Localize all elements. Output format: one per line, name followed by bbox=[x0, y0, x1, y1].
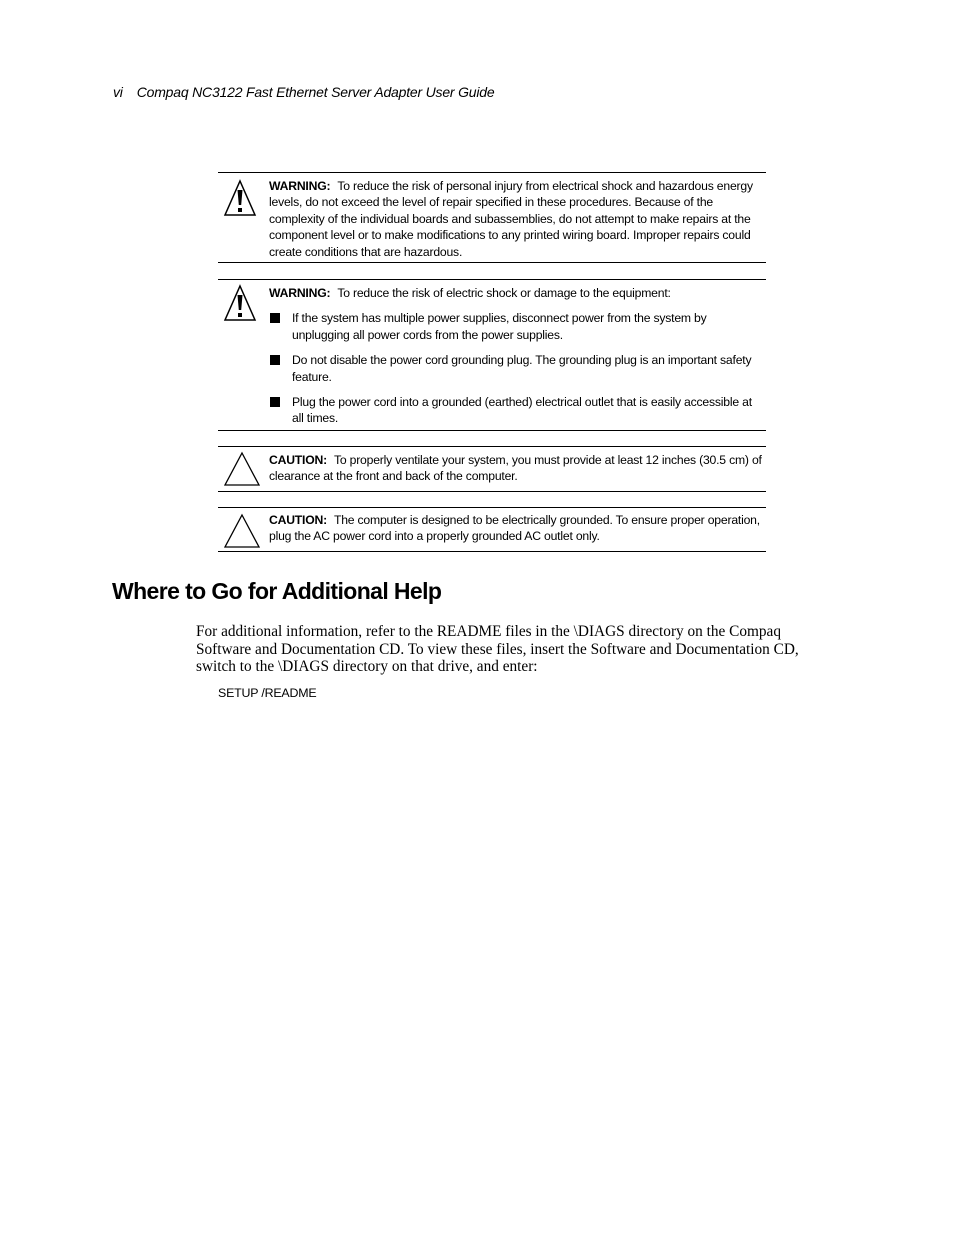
page-number: vi bbox=[113, 84, 123, 100]
warning-text bbox=[269, 178, 762, 260]
caution-label: CAUTION: bbox=[269, 453, 327, 467]
list-item: Do not disable the power cord grounding plug. The grounding plug is an important safety feature. bbox=[269, 352, 762, 385]
caution-message: To properly ventilate your system, you must provide at least 12 inches (30.5 cm) of clearance at the front and back of the computer. bbox=[269, 453, 762, 484]
caution-text bbox=[269, 452, 762, 485]
warning-exclamation-triangle-icon bbox=[223, 179, 257, 217]
section-heading: Where to Go for Additional Help bbox=[112, 578, 442, 604]
warning-message: To reduce the risk of electric shock or damage to the equipment: bbox=[337, 286, 671, 300]
bullet-square-icon bbox=[270, 355, 280, 365]
caution-message: The computer is designed to be electrically grounded. To ensure proper operation, plug the AC power cord into a properly grounded AC outlet only. bbox=[269, 513, 760, 544]
warning-notice bbox=[218, 279, 766, 431]
caution-notice bbox=[218, 507, 766, 552]
warning-message: To reduce the risk of personal injury from electrical shock and hazardous energy levels, do not exceed the level of repair specified in these procedures. Because of the complexity of the individual boards and subassemblies, do not attempt to make repairs at the component level or to make modifications to any printed wiring board. Improper repairs could create conditions that are hazardous. bbox=[269, 179, 753, 259]
list-item: If the system has multiple power supplies, disconnect power from the system by unplugging all power cords from the power supplies. bbox=[269, 310, 762, 343]
warning-text bbox=[269, 285, 762, 436]
caution-text bbox=[269, 512, 762, 545]
caution-triangle-icon bbox=[223, 513, 261, 549]
caution-notice bbox=[218, 446, 766, 492]
command-text: SETUP /README bbox=[218, 686, 317, 700]
bullet-square-icon bbox=[270, 397, 280, 407]
warning-bullet-list bbox=[269, 310, 762, 426]
warning-exclamation-triangle-icon bbox=[223, 284, 257, 322]
warning-notice bbox=[218, 172, 766, 263]
warning-label: WARNING: bbox=[269, 179, 331, 193]
warning-label: WARNING: bbox=[269, 286, 331, 300]
caution-label: CAUTION: bbox=[269, 513, 327, 527]
running-header bbox=[113, 84, 494, 100]
caution-triangle-icon bbox=[223, 451, 261, 487]
bullet-square-icon bbox=[270, 313, 280, 323]
document-title: Compaq NC3122 Fast Ethernet Server Adapter User Guide bbox=[136, 84, 495, 100]
body-paragraph: For additional information, refer to the README files in the \DIAGS directory on the Compaq Software and Documentation CD. To view these files, insert the Software and Documentation CD, switch to the \DIAGS directory on that drive, and enter: bbox=[196, 623, 799, 676]
list-item: Plug the power cord into a grounded (earthed) electrical outlet that is easily accessible at all times. bbox=[269, 394, 762, 427]
